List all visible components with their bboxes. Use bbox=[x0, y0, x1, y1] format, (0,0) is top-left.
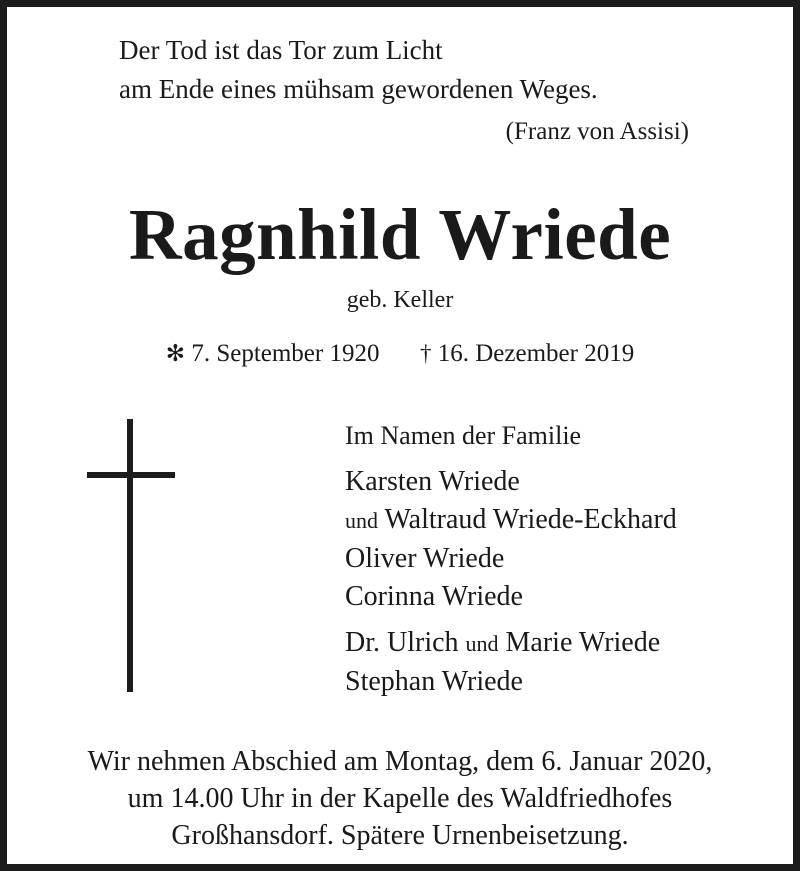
cross-horizontal-beam bbox=[87, 472, 175, 478]
member-name: Stephan Wriede bbox=[345, 666, 523, 697]
member-name: Marie Wriede bbox=[505, 627, 661, 658]
family-member bbox=[345, 578, 677, 616]
family-signatures bbox=[345, 417, 677, 701]
life-dates bbox=[7, 338, 793, 370]
birth-date: 7. September 1920 bbox=[191, 340, 380, 367]
family-member bbox=[345, 663, 677, 701]
family-intro: Im Namen der Familie bbox=[345, 421, 582, 450]
member-name: Karsten Wriede bbox=[345, 466, 520, 497]
closing-line-2: um 14.00 Uhr in der Kapelle des Waldfriedhofes bbox=[127, 783, 673, 814]
closing-line-1: Wir nehmen Abschied am Montag, dem 6. Januar 2020, bbox=[87, 746, 713, 777]
member-conjunction: und bbox=[345, 508, 378, 533]
motto-author: (Franz von Assisi) bbox=[505, 118, 689, 145]
motto-quote bbox=[119, 31, 689, 151]
family-member bbox=[345, 501, 677, 540]
member-name: Corinna Wriede bbox=[345, 581, 523, 612]
family-member bbox=[345, 624, 677, 663]
closing-line-3: Großhansdorf. Spätere Urnenbeisetzung. bbox=[171, 820, 629, 851]
funeral-announcement bbox=[7, 743, 793, 854]
motto-line-2: am Ende eines mühsam gewordenen Weges. bbox=[119, 74, 598, 104]
death-dagger-icon: † bbox=[419, 341, 432, 366]
member-name: Oliver Wriede bbox=[345, 543, 505, 574]
motto-line-1: Der Tod ist das Tor zum Licht bbox=[119, 35, 443, 65]
birth-star-icon: ✻ bbox=[165, 341, 186, 366]
cross-icon bbox=[87, 419, 175, 692]
deceased-name: Ragnhild Wriede bbox=[128, 194, 672, 275]
member-name: Dr. Ulrich bbox=[345, 627, 459, 658]
cross-vertical-beam bbox=[127, 419, 133, 692]
family-member bbox=[345, 540, 677, 578]
maiden-name: geb. Keller bbox=[346, 287, 454, 313]
member-conjunction: und bbox=[465, 631, 499, 656]
family-member bbox=[345, 463, 677, 501]
member-name: Waltraud Wriede-Eckhard bbox=[384, 504, 677, 535]
death-date: 16. Dezember 2019 bbox=[437, 340, 635, 367]
